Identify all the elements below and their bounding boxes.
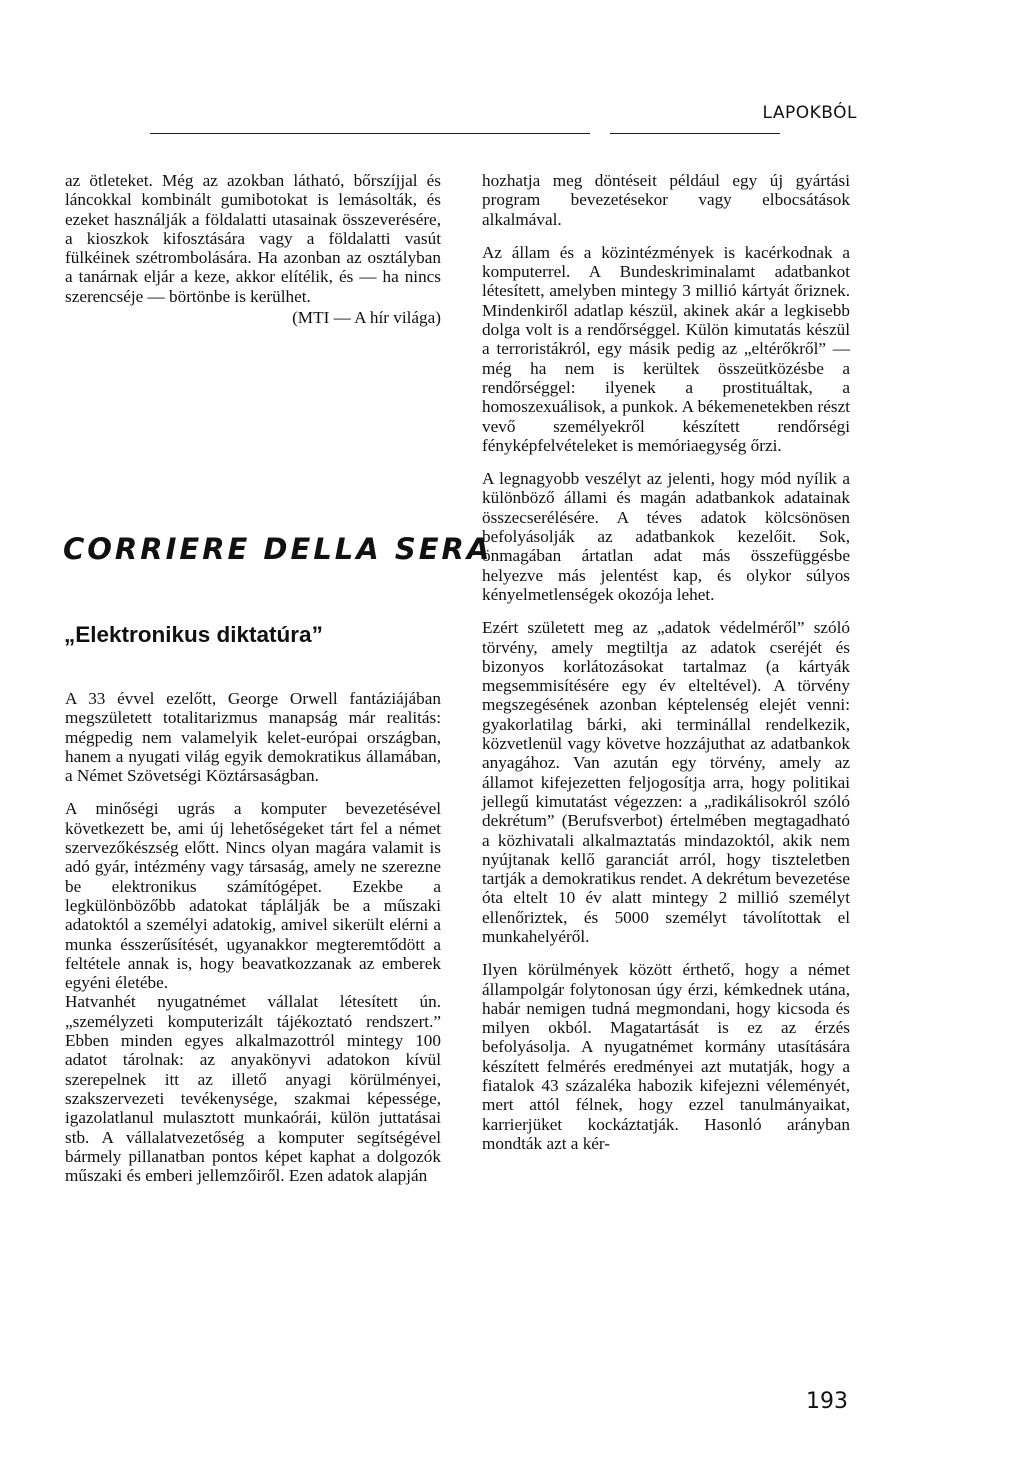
- masthead: CORRIERE DELLA SERA: [63, 532, 493, 566]
- left-column-top: [65, 171, 441, 327]
- continued-paragraph: az ötleteket. Még az azokban látható, bőrszíjjal és láncokkal kombinált gumibotokat is lemásolták, és ezeket használják a földalatti utasainak összeverésére, a kioszkok kifosztására vagy a földalatti vasút fülkéinek szétrombolására. Ha azonban az osztályban a tanárnak eljár a keze, akkor elítélik, és — ha nincs szerencséje — börtönbe is kerülhet.: [65, 171, 441, 306]
- right-paragraph-1: hozhatja meg döntéseit például egy új gyártási program bevezetésekor vagy elbocsátások alkalmával.: [482, 171, 850, 229]
- article-paragraph-3: Hatvanhét nyugatnémet vállalat létesített ún. „személyzeti komputerizált tájékoztató rendszert.” Ebben minden egyes alkalmazottról mintegy 100 adatot tárolnak: az anyakönyvi adatokon kívül szerepelnek itt az illető anyagi körülményei, szakszervezeti tevékenysége, szakmai képessége, igazolatlanul mulasztott munkaórái, külön juttatásai stb. A vállalatvezetőség a komputer segítségével bármely pillanatban pontos képet kaphat a dolgozók műszaki és emberi jellemzőiről. Ezen adatok alapján: [65, 992, 441, 1186]
- left-column-article: [65, 689, 441, 1185]
- article-paragraph-2: A minőségi ugrás a komputer bevezetésével következett be, ami új lehetőségeket tárt fel a német szervezőkészség előtt. Nincs olyan magára valamit is adó gyár, intézmény vagy társaság, amely ne szerezne be elektronikus számítógépet. Ezekbe a legkülönbözőbb adatokat táplálják be a műszaki adatoktól a személyi adatokig, amivel sikerült elérni a munka ésszerűsítését, ugyanakkor megteremtődött a feltétele annak is, hogy beavatkozzanak az emberek egyéni életébe.: [65, 799, 441, 993]
- right-paragraph-3: A legnagyobb veszélyt az jelenti, hogy mód nyílik a különböző állami és magán adatbankok adatainak összecserélésére. A téves adatok kölcsönösen befolyásolják az adatbankok kezelőit. Sok, önmagában ártatlan adat más összefüggésbe helyezve más jelentést kap, és olykor súlyos kényelmetlenségek okozója lehet.: [482, 469, 850, 604]
- right-paragraph-4: Ezért született meg az „adatok védelméről” szóló törvény, amely megtiltja az adatok cseréjét és bizonyos korlátozásokat tartalmaz (a kártyák megsemmisítésére egy év elteltével). A törvény megszegésének azonban képtelenség elejét venni: gyakorlatilag bárki, aki terminállal rendelkezik, közvetlenül vagy követve hozzájuthat az adatbankok anyagához. Van azután egy törvény, amely az államot kifejezetten feljogosítja arra, hogy politikai jellegű kimutatást végezzen: a „radikálisokról szóló dekrétum” (Berufsverbot) értelmében megtagadható a közhivatali alkalmaztatás mindazoktól, akik nem nyújtanak kellő garanciát arról, hogy tiszteletben tartják a demokratikus rendet. A dekrétum bevezetése óta eltelt 10 év alatt mintegy 2 millió személyt ellenőriztek, és 5000 személyt távolítottak el munkahelyéről.: [482, 618, 850, 946]
- header-rule-right: [610, 133, 780, 134]
- running-title: LAPOKBÓL: [762, 103, 857, 123]
- page-number: 193: [806, 1389, 848, 1414]
- right-paragraph-2: Az állam és a közintézmények is kacérkodnak a komputerrel. A Bundeskriminalamt adatbankot létesített, amelyben mintegy 3 millió kártyát őriznek. Mindenkiről adatlap készül, akinek akár a legkisebb dolga volt is a rendőrséggel. Külön kimutatás készül a terroristákról, egy másik pedig az „eltérőkről” — még ha nem is kerültek összeütközésbe a rendőrséggel: ilyenek a prostituáltak, a homoszexuálisok, a punkok. A békemenetekben részt vevő személyekről készített rendőrségi fényképfelvételeket is memóriaegység őrzi.: [482, 242, 850, 455]
- right-column: [482, 171, 850, 1153]
- header-rule-left: [150, 133, 590, 134]
- article-title: „Elektronikus diktatúra”: [64, 622, 323, 647]
- source-credit: (MTI — A hír világa): [292, 308, 441, 328]
- article-paragraph-1: A 33 évvel ezelőtt, George Orwell fantáziájában megszületett totalitarizmus manapság már realitás: mégpedig nem valamelyik kelet-európai országban, hanem a nyugati világ egyik demokratikus államában, a Német Szövetségi Köztársaságban.: [65, 689, 441, 786]
- right-paragraph-5: Ilyen körülmények között érthető, hogy a német állampolgár folytonosan úgy érzi, kémkednek utána, habár nemigen tudná megmondani, hogy kicsoda és milyen okból. Magatartását is ez az érzés befolyásolja. A nyugatnémet kormány utasítására készített felmérés eredményei azt mutatják, hogy a fiatalok 43 százaléka habozik kifejezni véleményét, mert attól félnek, hogy ezzel tanulmányaikat, karrierjüket kockáztatják. Hasonló arányban mondták azt a kér-: [482, 960, 850, 1153]
